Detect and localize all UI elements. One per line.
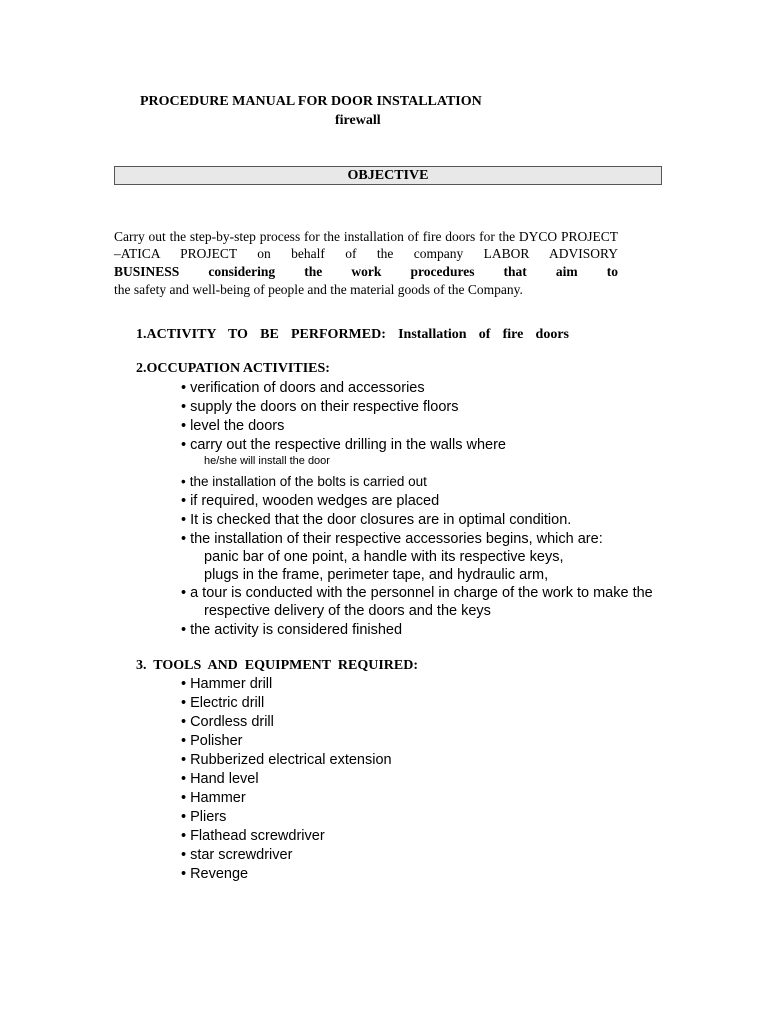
- bullet-icon: •: [181, 622, 187, 638]
- document-subtitle: firewall: [335, 113, 381, 128]
- list-item: • Pliers: [181, 809, 227, 825]
- section-2-heading: 2.OCCUPATION ACTIVITIES:: [136, 361, 330, 376]
- list-item-continuation: respective delivery of the doors and the keys: [204, 603, 491, 619]
- list-item: • a tour is conducted with the personnel in charge of the work to make the: [181, 585, 653, 601]
- list-item: • It is checked that the door closures are in optimal condition.: [181, 512, 572, 528]
- objective-text-line: BUSINESS considering the work procedures that aim to: [114, 264, 618, 279]
- list-item-continuation: panic bar of one point, a handle with its respective keys,: [204, 549, 564, 565]
- list-item: • Polisher: [181, 733, 243, 749]
- bullet-icon: •: [181, 866, 187, 882]
- list-item: • Cordless drill: [181, 714, 274, 730]
- bullet-icon: •: [181, 493, 187, 509]
- bullet-icon: •: [181, 437, 187, 453]
- list-item: • Hand level: [181, 771, 259, 787]
- list-item: • the installation of the bolts is carried out: [181, 474, 427, 489]
- list-item: • carry out the respective drilling in the walls where: [181, 437, 506, 453]
- bullet-icon: •: [181, 474, 186, 489]
- document-title: PROCEDURE MANUAL FOR DOOR INSTALLATION: [140, 94, 482, 109]
- bullet-icon: •: [181, 752, 187, 768]
- list-item: • level the doors: [181, 418, 285, 434]
- section-3-heading: 3. TOOLS AND EQUIPMENT REQUIRED:: [136, 658, 418, 673]
- list-item: • Hammer: [181, 790, 246, 806]
- bullet-icon: •: [181, 828, 187, 844]
- list-item: • Electric drill: [181, 695, 265, 711]
- bullet-icon: •: [181, 809, 187, 825]
- bullet-icon: •: [181, 714, 187, 730]
- list-item: • Hammer drill: [181, 676, 273, 692]
- list-item: • verification of doors and accessories: [181, 380, 425, 396]
- objective-heading: OBJECTIVE: [114, 166, 662, 185]
- list-item: • Revenge: [181, 866, 249, 882]
- bullet-icon: •: [181, 585, 187, 601]
- bullet-icon: •: [181, 771, 187, 787]
- list-item: • if required, wooden wedges are placed: [181, 493, 440, 509]
- list-item: • Flathead screwdriver: [181, 828, 325, 844]
- list-item-continuation: he/she will install the door: [204, 455, 330, 467]
- bullet-icon: •: [181, 847, 187, 863]
- bullet-icon: •: [181, 676, 187, 692]
- list-item: • the installation of their respective accessories begins, which are:: [181, 531, 603, 547]
- list-item: • supply the doors on their respective floors: [181, 399, 459, 415]
- list-item: • Rubberized electrical extension: [181, 752, 392, 768]
- objective-text-line: –ATICA PROJECT on behalf of the company LABOR ADVISORY: [114, 246, 618, 261]
- bullet-icon: •: [181, 512, 187, 528]
- list-item-continuation: plugs in the frame, perimeter tape, and hydraulic arm,: [204, 567, 549, 583]
- bullet-icon: •: [181, 531, 187, 547]
- list-item: • star screwdriver: [181, 847, 293, 863]
- objective-text-line: the safety and well-being of people and the material goods of the Company.: [114, 282, 523, 297]
- section-1-heading: 1.ACTIVITY TO BE PERFORMED: Installation of fire doors: [136, 327, 569, 342]
- bullet-icon: •: [181, 399, 187, 415]
- objective-text-line: Carry out the step-by-step process for the installation of fire doors for the DYCO PROJECT: [114, 229, 618, 244]
- bullet-icon: •: [181, 418, 187, 434]
- bullet-icon: •: [181, 733, 187, 749]
- list-item: • the activity is considered finished: [181, 622, 403, 638]
- bullet-icon: •: [181, 695, 187, 711]
- bullet-icon: •: [181, 790, 187, 806]
- bullet-icon: •: [181, 380, 187, 396]
